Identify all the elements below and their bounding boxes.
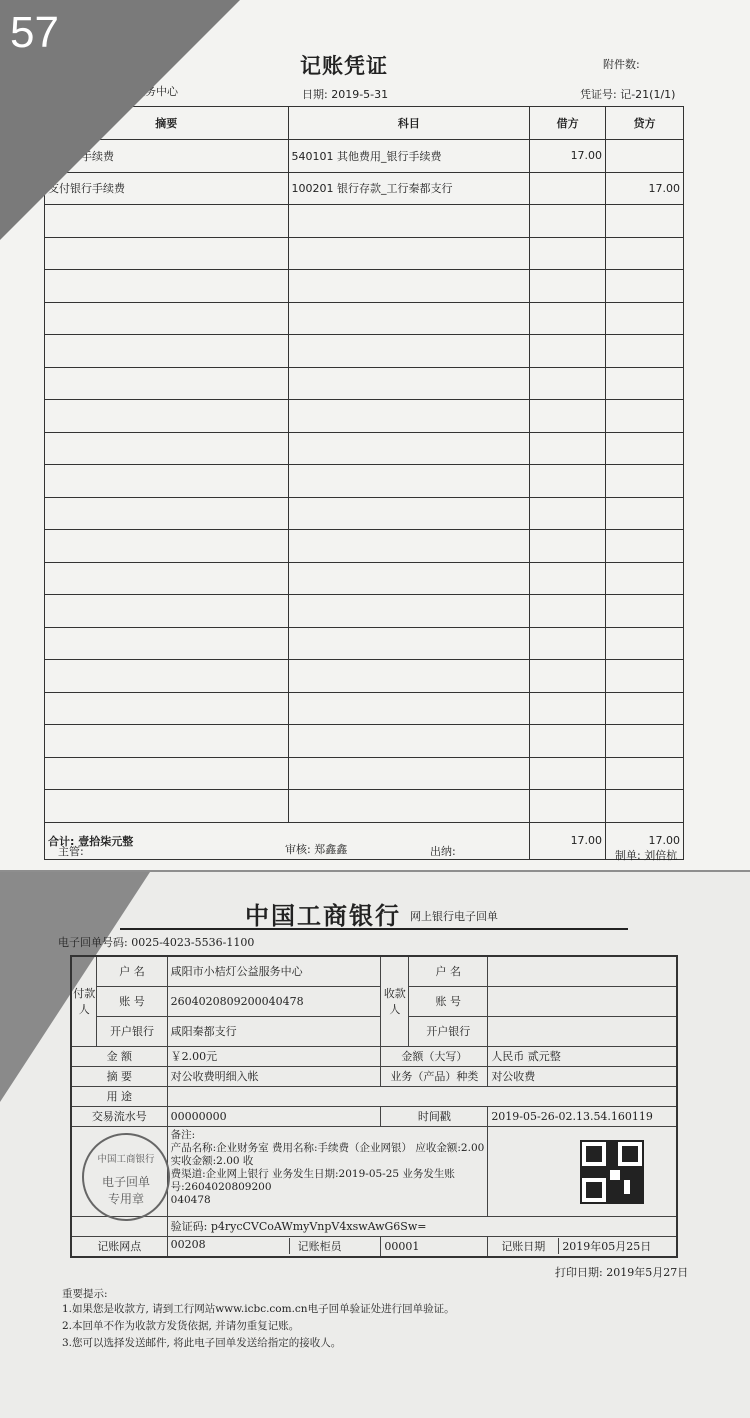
voucher-date: 日期: 2019-5-31	[302, 88, 389, 101]
empty-row	[45, 367, 684, 400]
voucher-title: 记账凭证	[300, 54, 388, 78]
page-number: 57	[10, 8, 59, 57]
seal-line-1: 电子回单	[101, 1175, 150, 1189]
site-label: 记账网点	[71, 1236, 167, 1257]
site-teller-cell	[167, 1236, 381, 1257]
seal-bank-name: 中国工商银行	[97, 1154, 155, 1165]
purpose-value	[167, 1086, 677, 1106]
header-account: 科目	[288, 107, 530, 140]
bookkeeping-date: 2019年05月25日	[558, 1238, 651, 1254]
row-account: 100201 银行存款_工行秦都支行	[288, 172, 530, 205]
teller-value: 00001	[381, 1236, 488, 1257]
payer-branch: 咸阳秦都支行	[167, 1016, 381, 1046]
payer-account-label: 账 号	[97, 986, 167, 1016]
remarks-line: 产品名称:企业财务室 费用名称:手续费（企业网银） 应收金额:2.00	[170, 1141, 485, 1154]
remarks-cell	[167, 1126, 488, 1216]
amount-cn-label: 金额（大写）	[381, 1046, 488, 1066]
payee-branch	[488, 1016, 677, 1046]
empty-row	[45, 400, 684, 433]
bank-seal	[82, 1133, 170, 1221]
payee-branch-label: 开户银行	[409, 1016, 488, 1046]
memo-value: 对公收费明细入帐	[167, 1066, 381, 1086]
empty-row	[45, 497, 684, 530]
empty-row	[45, 335, 684, 368]
row-account: 540101 其他费用_银行手续费	[288, 140, 530, 173]
print-date: 打印日期: 2019年5月27日	[555, 1266, 689, 1279]
seal-line-2: 专用章	[107, 1192, 144, 1206]
total-debit: 17.00	[530, 822, 606, 859]
row-debit: 17.00	[530, 140, 606, 173]
payee-account-label: 账 号	[409, 986, 488, 1016]
receipt-table	[70, 955, 678, 1258]
row-summary: 支付银行手续费	[45, 172, 289, 205]
site-value: 00208	[170, 1238, 206, 1251]
total-credit: 17.00	[606, 822, 684, 859]
serial-label: 交易流水号	[71, 1106, 167, 1126]
empty-row	[45, 757, 684, 790]
empty-row	[45, 627, 684, 660]
purpose-label: 用 途	[71, 1086, 167, 1106]
date-cell	[488, 1236, 677, 1257]
remarks-line: 费渠道:企业网上银行 业务发生日期:2019-05-25 业务发生账	[170, 1167, 455, 1180]
payer-name: 咸阳市小桔灯公益服务中心	[167, 956, 381, 986]
payee-label: 收款人	[381, 956, 409, 1046]
empty-row	[45, 595, 684, 628]
payer-account: 2604020809200040478	[167, 986, 381, 1016]
empty-row	[45, 530, 684, 563]
reviewer-label: 审核: 郑鑫鑫	[285, 843, 348, 856]
qr-finder	[582, 1178, 606, 1202]
payee-name-label: 户 名	[409, 956, 488, 986]
payer-label: 付款人	[71, 956, 97, 1046]
preparer-label: 制单: 刘倍杭	[615, 849, 678, 862]
org-name: 公益服务中心	[112, 85, 178, 98]
row-credit	[606, 140, 684, 173]
amount-value: ￥2.00元	[167, 1046, 381, 1066]
qr-module	[624, 1180, 630, 1194]
payee-name	[488, 956, 677, 986]
note-line: 1.如果您是收款方, 请到工行网站www.icbc.com.cn电子回单验证处进行回单验证。	[62, 1303, 455, 1315]
empty-row	[45, 562, 684, 595]
row-debit	[530, 172, 606, 205]
amount-cn-value: 人民币 贰元整	[488, 1046, 677, 1066]
empty-row	[45, 692, 684, 725]
header-debit: 借方	[530, 107, 606, 140]
verify-code: 验证码: p4rycCVCoAWmyVnpV4xswAwG6Sw=	[167, 1216, 677, 1236]
payee-account	[488, 986, 677, 1016]
payer-name-label: 户 名	[97, 956, 167, 986]
empty-row	[45, 270, 684, 303]
teller-label: 记账柜员	[289, 1238, 342, 1254]
business-type-value: 对公收费	[488, 1066, 677, 1086]
empty-row	[45, 237, 684, 270]
empty-row	[45, 465, 684, 498]
qr-finder	[582, 1142, 606, 1166]
bank-name: 中国工商银行	[245, 902, 401, 930]
qr-code	[580, 1140, 644, 1204]
title-rule	[120, 928, 628, 930]
empty-row	[45, 302, 684, 335]
header-summary: 摘要	[45, 107, 289, 140]
empty-row	[45, 790, 684, 823]
notes-title: 重要提示:	[62, 1288, 108, 1300]
payer-branch-label: 开户银行	[97, 1016, 167, 1046]
empty-row	[45, 725, 684, 758]
timestamp-label: 时间戳	[381, 1106, 488, 1126]
business-type-label: 业务（产品）种类	[381, 1066, 488, 1086]
row-credit: 17.00	[606, 172, 684, 205]
supervisor-label: 主管:	[58, 845, 84, 858]
empty-row	[45, 660, 684, 693]
timestamp-value: 2019-05-26-02.13.54.160119	[488, 1106, 677, 1126]
voucher-number: 凭证号: 记-21(1/1)	[580, 88, 676, 101]
receipt-number: 电子回单号码: 0025-4023-5536-1100	[58, 936, 255, 949]
remarks-line: 实收金额:2.00 收	[170, 1154, 254, 1167]
bookkeeping-date-label: 记账日期	[501, 1240, 546, 1253]
empty-row	[45, 432, 684, 465]
row-summary: 付银行手续费	[45, 140, 289, 173]
note-line: 2.本回单不作为收款方发货依据, 并请勿重复记账。	[62, 1320, 300, 1332]
remarks-line: 040478	[170, 1193, 211, 1206]
total-row	[45, 822, 684, 859]
cashier-label: 出纳:	[430, 845, 456, 858]
attachments-label: 附件数:	[603, 58, 640, 71]
note-line: 3.您可以选择发送邮件, 将此电子回单发送给指定的接收人。	[62, 1337, 342, 1349]
remarks-line: 号:2604020809200	[170, 1180, 272, 1193]
qr-finder	[618, 1142, 642, 1166]
total-label: 合计: 壹拾柒元整	[45, 822, 530, 859]
qr-module	[610, 1170, 620, 1180]
receipt-subtitle: 网上银行电子回单	[410, 910, 498, 923]
amount-label: 金 额	[71, 1046, 167, 1066]
memo-label: 摘 要	[71, 1066, 167, 1086]
remarks-line: 备注:	[170, 1128, 196, 1141]
header-credit: 贷方	[606, 107, 684, 140]
serial-value: 00000000	[167, 1106, 381, 1126]
